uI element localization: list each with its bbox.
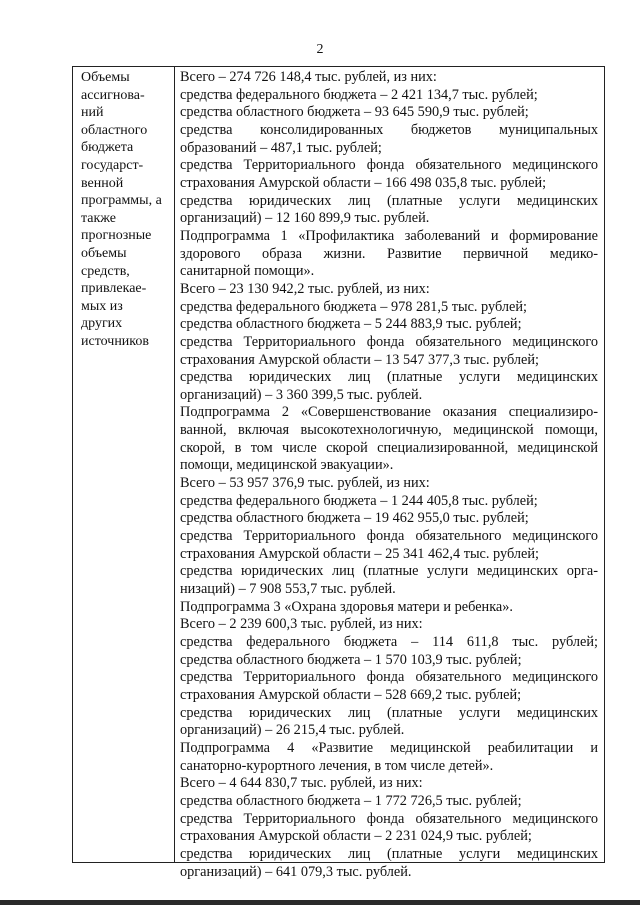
text-line: средства юридических лиц (платные услуги медицинских [180,845,598,862]
text-line: помощи, медицинской эвакуации». [180,457,394,474]
text-line: страхования Амурской области – 166 498 035,8 тыс. рублей; [180,174,547,191]
row-header-line: областного [81,122,148,138]
text-line: страхования Амурской области – 528 669,2 тыс. рублей; [180,686,522,703]
text-line: страхования Амурской области – 25 341 462,4 тыс. рублей; [180,545,539,562]
text-line: Подпрограмма 3 «Охрана здоровья матери и ребенка». [180,598,513,615]
page-number: 2 [316,42,324,57]
text-line: здорового образа жизни. Развитие первичной медико- [180,245,598,262]
text-line: средства федерального бюджета – 978 281,5 тыс. рублей; [180,298,527,315]
text-line: организаций) – 12 160 899,9 тыс. рублей. [180,210,430,227]
text-line: средства областного бюджета – 5 244 883,9 тыс. рублей; [180,316,522,333]
text-line: санаторно-курортного лечения, в том числе детей». [180,757,494,774]
text-line: средства областного бюджета – 93 645 590,9 тыс. рублей; [180,104,529,121]
row-header-line: ассигнова- [81,87,145,103]
text-line: Всего – 274 726 148,4 тыс. рублей, из них: [180,69,437,85]
text-line: низаций) – 7 908 553,7 тыс. рублей. [180,581,396,598]
row-header-cell [73,67,175,862]
text-line: Подпрограмма 4 «Развитие медицинской реабилитации и [180,739,598,756]
text-line: средства юридических лиц (платные услуги медицинских орга- [180,563,598,580]
row-header-line: источников [81,333,150,349]
text-line: страхования Амурской области – 2 231 024,9 тыс. рублей; [180,828,532,845]
text-line: средства Территориального фонда обязательного медицинского [180,528,598,545]
text-line: средства юридических лиц (платные услуги медицинских [180,369,598,386]
funding-details-cell [175,67,604,880]
text-line: Всего – 2 239 600,3 тыс. рублей, из них: [180,616,423,633]
text-line: средства федерального бюджета – 1 244 405,8 тыс. рублей; [180,492,538,509]
text-line: санитарной помощи». [180,263,315,280]
text-line: организаций) – 26 215,4 тыс. рублей. [180,722,405,739]
row-header-line: привлекае- [81,281,147,297]
text-line: средства Территориального фонда обязательного медицинского [180,333,598,350]
row-header-line: ний [81,105,104,121]
row-header-line: других [81,316,123,332]
text-line: ванной, включая высокотехнологичную, медицинской помощи, [180,422,598,439]
text-line: Всего – 4 644 830,7 тыс. рублей, из них: [180,775,423,792]
row-header-line: мых из [81,298,123,314]
funding-table [72,66,605,880]
text-line: средства областного бюджета – 1 772 726,5 тыс. рублей; [180,792,522,809]
text-line: страхования Амурской области – 13 547 377,3 тыс. рублей; [180,351,539,368]
row-header-line: также [81,210,117,226]
text-line: Всего – 23 130 942,2 тыс. рублей, из них: [180,280,430,297]
text-line: средства Территориального фонда обязательного медицинского [180,810,598,827]
text-line: средства областного бюджета – 19 462 955,0 тыс. рублей; [180,510,529,527]
row-header-line: Объемы [81,70,130,85]
text-line: Подпрограмма 2 «Совершенствование оказания специализиро- [180,404,598,421]
row-header-line: объемы [81,245,127,261]
text-line: Подпрограмма 1 «Профилактика заболеваний и формирование [180,227,598,244]
text-line: средства федерального бюджета – 114 611,8 тыс. рублей; [180,634,598,650]
text-line: средства федерального бюджета – 2 421 134,7 тыс. рублей; [180,86,538,103]
text-line: средства Территориального фонда обязательного медицинского [180,669,598,686]
text-line: образований – 487,1 тыс. рублей; [180,139,382,156]
text-line: организаций) – 3 360 399,5 тыс. рублей. [180,386,423,403]
row-header-line: бюджета [81,140,134,156]
text-line: средства Территориального фонда обязательного медицинского [180,157,598,174]
text-line: средства консолидированных бюджетов муниципальных [180,121,598,138]
text-line: средства юридических лиц (платные услуги медицинских [180,192,598,209]
text-line: организаций) – 641 079,3 тыс. рублей. [180,863,412,880]
text-line: средства юридических лиц (платные услуги медицинских [180,704,598,721]
scan-bottom-edge [0,900,640,905]
row-header-line: прогнозные [81,228,152,244]
text-line: средства областного бюджета – 1 570 103,9 тыс. рублей; [180,651,522,668]
text-line: Всего – 53 957 376,9 тыс. рублей, из них: [180,475,430,492]
row-header-line: венной [81,175,124,191]
row-header-line: средств, [81,263,130,279]
row-header-line: программы, а [81,193,162,209]
row-header-line: государст- [81,157,144,173]
text-line: скорой, в том числе скорой специализированной, медицинской [180,439,598,456]
